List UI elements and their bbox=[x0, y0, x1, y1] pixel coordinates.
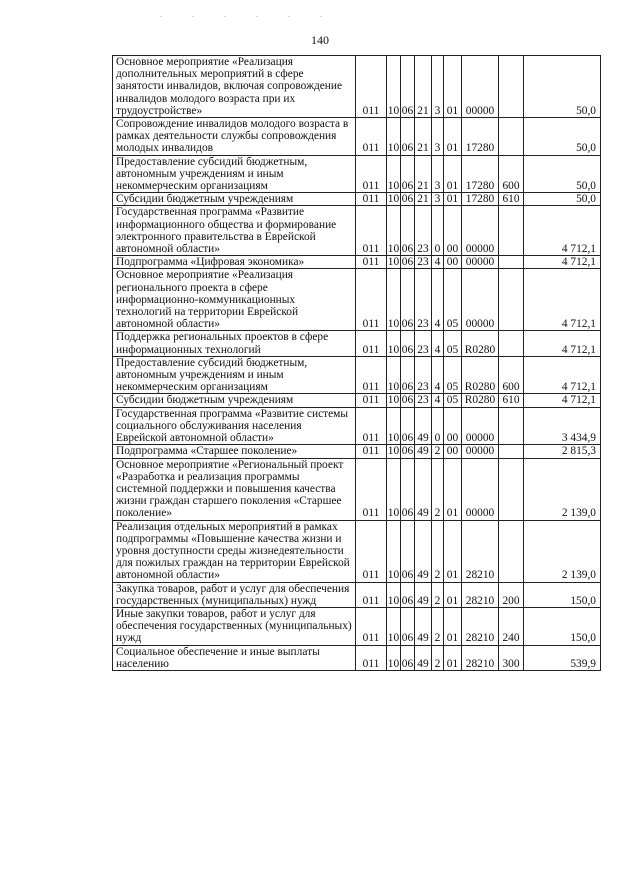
code-program: 21 bbox=[415, 56, 432, 118]
code-section: 10 bbox=[387, 407, 401, 445]
table-row bbox=[113, 56, 601, 118]
code-ministry: 011 bbox=[356, 331, 387, 356]
code-subprogram: 4 bbox=[432, 394, 444, 407]
row-description: Подпрограмма «Старшее поколение» bbox=[113, 445, 356, 458]
code-measure: 01 bbox=[444, 582, 462, 607]
code-expense-type: 610 bbox=[499, 394, 524, 407]
code-subsection: 06 bbox=[401, 458, 415, 520]
code-measure: 05 bbox=[444, 269, 462, 331]
code-section: 10 bbox=[387, 645, 401, 670]
code-subprogram: 4 bbox=[432, 356, 444, 394]
code-program: 21 bbox=[415, 193, 432, 206]
table-row bbox=[113, 155, 601, 193]
code-direction: 00000 bbox=[462, 206, 499, 256]
code-ministry: 011 bbox=[356, 607, 387, 645]
table-row bbox=[113, 331, 601, 356]
code-expense-type: 610 bbox=[499, 193, 524, 206]
code-ministry: 011 bbox=[356, 193, 387, 206]
code-direction: 00000 bbox=[462, 445, 499, 458]
code-direction: 28210 bbox=[462, 607, 499, 645]
code-expense-type bbox=[499, 256, 524, 269]
code-direction: 00000 bbox=[462, 256, 499, 269]
code-expense-type bbox=[499, 206, 524, 256]
code-section: 10 bbox=[387, 118, 401, 156]
code-subprogram: 3 bbox=[432, 56, 444, 118]
code-expense-type bbox=[499, 118, 524, 156]
code-subprogram: 2 bbox=[432, 445, 444, 458]
code-subsection: 06 bbox=[401, 256, 414, 269]
row-description: Основное мероприятие «Реализация дополнительных мероприятий в сфере занятости инвалидов, включая сопровождение инвалидов молодого возраста при их трудоустройстве» bbox=[113, 56, 356, 118]
row-description: Иные закупки товаров, работ и услуг для обеспечения государственных (муниципальных) нужд bbox=[113, 607, 356, 645]
row-description: Основное мероприятие «Реализация регионального проекта в сфере информационно-коммуникационных технологий на территории Еврейской автономной области» bbox=[113, 269, 356, 331]
code-subsection: 06 bbox=[401, 206, 415, 256]
code-measure: 01 bbox=[444, 458, 462, 520]
code-subprogram: 3 bbox=[432, 155, 444, 193]
table-row bbox=[113, 394, 601, 407]
code-direction: 00000 bbox=[462, 269, 499, 331]
row-amount: 2 139,0 bbox=[524, 520, 601, 582]
code-subsection: 06 bbox=[401, 269, 415, 331]
code-ministry: 011 bbox=[356, 645, 387, 670]
table-row bbox=[113, 206, 601, 256]
row-description: Государственная программа «Развитие информационного общества и формирование электронного правительства в Еврейской автономной области» bbox=[113, 206, 356, 256]
code-subsection: 06 bbox=[401, 56, 415, 118]
code-expense-type bbox=[499, 407, 524, 445]
code-subsection: 06 bbox=[401, 407, 415, 445]
code-expense-type bbox=[499, 520, 524, 582]
code-subprogram: 3 bbox=[432, 118, 444, 156]
code-measure: 05 bbox=[444, 394, 462, 407]
code-measure: 01 bbox=[444, 118, 462, 156]
code-section: 10 bbox=[387, 394, 400, 407]
code-subprogram: 3 bbox=[432, 193, 444, 206]
code-direction: 00000 bbox=[462, 458, 499, 520]
code-subsection: 06 bbox=[401, 582, 415, 607]
code-measure: 05 bbox=[444, 331, 462, 356]
row-description: Предоставление субсидий бюджетным, автономным учреждениям и иным некоммерческим организациям bbox=[113, 155, 356, 193]
row-amount: 150,0 bbox=[524, 607, 601, 645]
code-measure: 01 bbox=[444, 193, 462, 206]
code-subsection: 06 bbox=[401, 394, 414, 407]
code-subprogram: 2 bbox=[432, 582, 444, 607]
code-ministry: 011 bbox=[356, 155, 387, 193]
code-subprogram: 4 bbox=[432, 269, 444, 331]
code-direction: R0280 bbox=[462, 331, 499, 356]
code-section: 10 bbox=[387, 458, 401, 520]
code-subsection: 06 bbox=[401, 645, 415, 670]
code-subprogram: 0 bbox=[432, 206, 444, 256]
code-measure: 01 bbox=[444, 155, 462, 193]
code-expense-type bbox=[499, 331, 524, 356]
code-subprogram: 2 bbox=[432, 458, 444, 520]
code-subsection: 06 bbox=[401, 331, 415, 356]
code-direction: R0280 bbox=[462, 356, 499, 394]
row-amount: 150,0 bbox=[524, 582, 601, 607]
code-program: 23 bbox=[415, 331, 432, 356]
code-subprogram: 2 bbox=[432, 645, 444, 670]
table-row bbox=[113, 193, 601, 206]
row-description: Подпрограмма «Цифровая экономика» bbox=[113, 256, 356, 269]
row-amount: 50,0 bbox=[524, 193, 601, 206]
code-subsection: 06 bbox=[401, 520, 415, 582]
row-description: Реализация отдельных мероприятий в рамках подпрограммы «Повышение качества жизни и уровня доступности среды жизнедеятельности для пожилых граждан на территории Еврейской автономной области» bbox=[113, 520, 356, 582]
row-amount: 4 712,1 bbox=[524, 394, 601, 407]
code-direction: 17280 bbox=[462, 193, 499, 206]
table-row bbox=[113, 645, 601, 670]
code-section: 10 bbox=[387, 206, 401, 256]
code-section: 10 bbox=[387, 520, 401, 582]
code-program: 21 bbox=[415, 155, 432, 193]
code-subsection: 06 bbox=[401, 155, 415, 193]
code-program: 21 bbox=[415, 118, 432, 156]
row-amount: 4 712,1 bbox=[524, 331, 601, 356]
code-ministry: 011 bbox=[356, 269, 387, 331]
code-program: 23 bbox=[415, 269, 432, 331]
code-ministry: 011 bbox=[356, 118, 387, 156]
code-ministry: 011 bbox=[356, 445, 387, 458]
row-amount: 50,0 bbox=[524, 155, 601, 193]
code-ministry: 011 bbox=[356, 407, 387, 445]
code-expense-type: 600 bbox=[499, 356, 524, 394]
code-subsection: 06 bbox=[401, 607, 415, 645]
code-direction: 00000 bbox=[462, 56, 499, 118]
code-expense-type: 300 bbox=[499, 645, 524, 670]
code-subsection: 06 bbox=[401, 356, 415, 394]
table-row bbox=[113, 445, 601, 458]
code-expense-type: 600 bbox=[499, 155, 524, 193]
code-subsection: 06 bbox=[401, 193, 414, 206]
code-direction: R0280 bbox=[462, 394, 499, 407]
code-ministry: 011 bbox=[356, 56, 387, 118]
table-row bbox=[113, 269, 601, 331]
table-row bbox=[113, 458, 601, 520]
table-row bbox=[113, 256, 601, 269]
code-program: 49 bbox=[415, 582, 432, 607]
code-subprogram: 0 bbox=[432, 407, 444, 445]
row-amount: 3 434,9 bbox=[524, 407, 601, 445]
code-subprogram: 2 bbox=[432, 607, 444, 645]
page-number: 140 bbox=[311, 33, 329, 47]
row-amount: 2 139,0 bbox=[524, 458, 601, 520]
code-expense-type bbox=[499, 445, 524, 458]
table-row bbox=[113, 356, 601, 394]
row-amount: 2 815,3 bbox=[524, 445, 601, 458]
code-direction: 17280 bbox=[462, 118, 499, 156]
code-measure: 00 bbox=[444, 206, 462, 256]
code-expense-type: 240 bbox=[499, 607, 524, 645]
code-measure: 00 bbox=[444, 256, 462, 269]
row-description: Субсидии бюджетным учреждениям bbox=[113, 193, 356, 206]
code-ministry: 011 bbox=[356, 582, 387, 607]
code-direction: 00000 bbox=[462, 407, 499, 445]
table-row bbox=[113, 582, 601, 607]
table-row bbox=[113, 520, 601, 582]
code-program: 49 bbox=[415, 520, 432, 582]
code-measure: 01 bbox=[444, 56, 462, 118]
table-row bbox=[113, 607, 601, 645]
code-measure: 00 bbox=[444, 445, 462, 458]
code-subprogram: 2 bbox=[432, 520, 444, 582]
code-ministry: 011 bbox=[356, 356, 387, 394]
row-description: Основное мероприятие «Региональный проект «Разработка и реализация программы системной поддержки и повышения качества жизни граждан старшего поколения «Старшее поколение» bbox=[113, 458, 356, 520]
code-subprogram: 4 bbox=[432, 256, 444, 269]
code-measure: 00 bbox=[444, 407, 462, 445]
code-section: 10 bbox=[387, 331, 401, 356]
code-expense-type bbox=[499, 269, 524, 331]
code-subsection: 06 bbox=[401, 445, 414, 458]
code-section: 10 bbox=[387, 445, 400, 458]
code-program: 49 bbox=[415, 407, 432, 445]
code-subprogram: 4 bbox=[432, 331, 444, 356]
code-program: 23 bbox=[415, 356, 432, 394]
code-direction: 28210 bbox=[462, 645, 499, 670]
row-amount: 4 712,1 bbox=[524, 269, 601, 331]
row-description: Субсидии бюджетным учреждениям bbox=[113, 394, 356, 407]
code-expense-type bbox=[499, 56, 524, 118]
code-section: 10 bbox=[387, 582, 401, 607]
table-row bbox=[113, 118, 601, 156]
code-program: 49 bbox=[415, 445, 432, 458]
row-description: Сопровождение инвалидов молодого возраста в рамках деятельности службы сопровождения молодых инвалидов bbox=[113, 118, 356, 156]
code-program: 49 bbox=[415, 458, 432, 520]
code-subsection: 06 bbox=[401, 118, 415, 156]
code-section: 10 bbox=[387, 269, 401, 331]
code-ministry: 011 bbox=[356, 256, 387, 269]
code-ministry: 011 bbox=[356, 394, 387, 407]
row-amount: 50,0 bbox=[524, 118, 601, 156]
row-description: Поддержка региональных проектов в сфере информационных технологий bbox=[113, 331, 356, 356]
code-section: 10 bbox=[387, 155, 401, 193]
code-section: 10 bbox=[387, 56, 401, 118]
code-section: 10 bbox=[387, 356, 401, 394]
table-body bbox=[113, 56, 601, 671]
code-ministry: 011 bbox=[356, 520, 387, 582]
code-direction: 28210 bbox=[462, 582, 499, 607]
code-measure: 01 bbox=[444, 607, 462, 645]
code-measure: 01 bbox=[444, 645, 462, 670]
code-program: 23 bbox=[415, 394, 432, 407]
scan-specks: . . . . . . bbox=[160, 10, 336, 19]
row-amount: 4 712,1 bbox=[524, 256, 601, 269]
code-section: 10 bbox=[387, 256, 400, 269]
budget-table bbox=[112, 55, 601, 671]
code-ministry: 011 bbox=[356, 206, 387, 256]
row-description: Социальное обеспечение и иные выплаты населению bbox=[113, 645, 356, 670]
row-amount: 50,0 bbox=[524, 56, 601, 118]
row-description: Закупка товаров, работ и услуг для обеспечения государственных (муниципальных) нужд bbox=[113, 582, 356, 607]
code-program: 49 bbox=[415, 607, 432, 645]
code-program: 23 bbox=[415, 206, 432, 256]
row-amount: 4 712,1 bbox=[524, 206, 601, 256]
row-amount: 4 712,1 bbox=[524, 356, 601, 394]
code-expense-type bbox=[499, 458, 524, 520]
row-description: Предоставление субсидий бюджетным, автономным учреждениям и иным некоммерческим организациям bbox=[113, 356, 356, 394]
row-description: Государственная программа «Развитие системы социального обслуживания населения Еврейской автономной области» bbox=[113, 407, 356, 445]
code-direction: 17280 bbox=[462, 155, 499, 193]
table-row bbox=[113, 407, 601, 445]
code-measure: 01 bbox=[444, 520, 462, 582]
code-direction: 28210 bbox=[462, 520, 499, 582]
code-program: 23 bbox=[415, 256, 432, 269]
code-program: 49 bbox=[415, 645, 432, 670]
code-section: 10 bbox=[387, 193, 400, 206]
code-measure: 05 bbox=[444, 356, 462, 394]
code-expense-type: 200 bbox=[499, 582, 524, 607]
code-ministry: 011 bbox=[356, 458, 387, 520]
row-amount: 539,9 bbox=[524, 645, 601, 670]
code-section: 10 bbox=[387, 607, 401, 645]
